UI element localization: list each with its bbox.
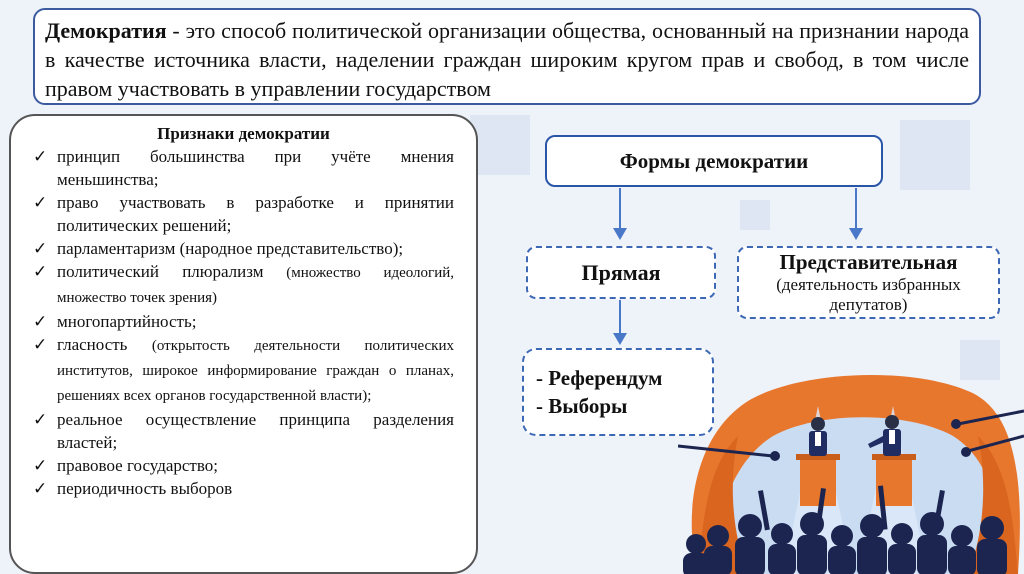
- signs-box: [9, 114, 478, 574]
- checkmark-icon: ✓: [33, 410, 48, 429]
- forms-title-box: [545, 135, 883, 187]
- sign-item-text: право участвовать в разработке и принятии политических решений;: [57, 193, 454, 235]
- sign-item-text: политический плюрализм: [57, 262, 264, 281]
- checkmark-icon: ✓: [33, 193, 48, 212]
- checkmark-icon: ✓: [33, 239, 48, 258]
- sign-item: [33, 310, 454, 333]
- sign-item-text: гласность: [57, 335, 128, 354]
- sign-item: [33, 191, 454, 237]
- checkmark-icon: ✓: [33, 312, 48, 331]
- sign-item-text: правовое государство;: [57, 456, 218, 475]
- arrow-head-icon: [613, 333, 627, 345]
- checkmark-icon: ✓: [33, 456, 48, 475]
- sign-item: [33, 477, 454, 500]
- background-square: [470, 115, 530, 175]
- arrow-to-representative: [855, 188, 857, 228]
- sign-item: [33, 145, 454, 191]
- arrow-head-icon: [613, 228, 627, 240]
- arrow-to-direct: [619, 188, 621, 228]
- definition-term: Демократия: [45, 18, 167, 43]
- direct-form-label: Прямая: [581, 259, 661, 285]
- signs-list: [33, 145, 454, 500]
- sign-item-note: (множество идеологий, множество точек зрения): [57, 265, 454, 306]
- sign-item-text: принцип большинства при учёте мнения меньшинства;: [57, 147, 454, 189]
- representative-form-box: [737, 246, 1000, 319]
- sign-item-note: (открытость деятельности политических институтов, широкое информирование граждан о планах, решениях всех органов государственной власти);: [57, 338, 454, 404]
- sign-item-text: многопартийность;: [57, 312, 197, 331]
- signs-title: Признаки демократии: [157, 124, 330, 143]
- direct-form-box: [526, 246, 716, 299]
- definition-text: - это способ политической организации общества, основанный на признании народа в качестве источника власти, наделении граждан широким кругом прав и свобод, в том числе правом участвовать в управлении государством: [45, 18, 969, 101]
- forms-title: Формы демократии: [619, 148, 809, 173]
- definition-box: [33, 8, 981, 105]
- method-referendum: - Референдум: [536, 366, 663, 390]
- background-square: [900, 120, 970, 190]
- sign-item: [33, 408, 454, 454]
- sign-item: [33, 260, 454, 310]
- sign-item-text: реальное осуществление принципа разделения властей;: [57, 410, 454, 452]
- sign-item: [33, 333, 454, 408]
- debate-stage-illustration: [678, 366, 1024, 574]
- representative-form-note: (деятельность избранных депутатов): [776, 275, 961, 314]
- checkmark-icon: ✓: [33, 147, 48, 166]
- sign-item-text: периодичность выборов: [57, 479, 233, 498]
- sign-item: [33, 237, 454, 260]
- method-elections: - Выборы: [536, 394, 628, 418]
- checkmark-icon: ✓: [33, 479, 48, 498]
- checkmark-icon: ✓: [33, 262, 48, 281]
- background-square: [740, 200, 770, 230]
- arrow-to-methods: [619, 300, 621, 334]
- sign-item: [33, 454, 454, 477]
- arrow-head-icon: [849, 228, 863, 240]
- representative-form-label: Представительная: [779, 250, 958, 274]
- sign-item-text: парламентаризм (народное представительство);: [57, 239, 404, 258]
- checkmark-icon: ✓: [33, 335, 48, 354]
